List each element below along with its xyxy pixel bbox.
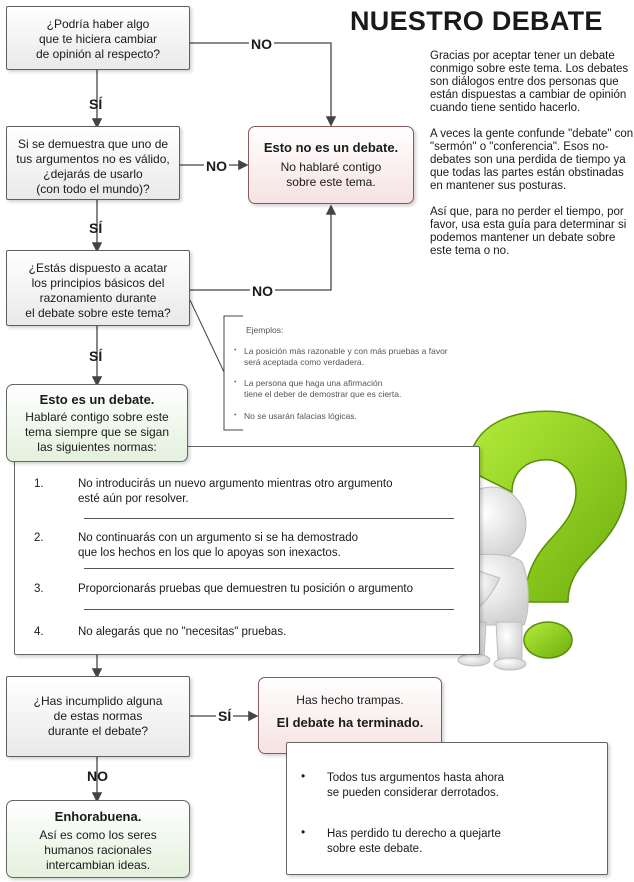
divider <box>84 518 454 519</box>
example-line: tiene el deber de demostrar que es cierta. <box>244 389 402 399</box>
question-1-line: que te hiciera cambiar <box>38 32 158 46</box>
is-debate-text: las siguientes normas: <box>37 440 157 454</box>
no-label-2: NO <box>206 158 227 174</box>
example-line: No se usarán falacias lógicas. <box>244 411 357 421</box>
congrats-text: humanos racionales <box>44 843 152 857</box>
question-3-line: razonamiento durante <box>39 291 157 305</box>
congrats-text: intercambian ideas. <box>45 858 151 872</box>
question-1-box <box>6 6 190 70</box>
bullet-icon: • <box>301 769 306 783</box>
example-item-1 <box>244 346 448 368</box>
rule-text <box>78 625 286 640</box>
congrats-title: Enhorabuena. <box>54 809 142 824</box>
yes-label-3: SÍ <box>89 348 103 364</box>
example-line: La persona que haga una afirmación <box>244 378 383 388</box>
not-debate-box <box>248 126 414 204</box>
consequence-item-1 <box>327 771 504 801</box>
rule-number: 3. <box>34 583 44 595</box>
bullet-icon: • <box>234 347 237 354</box>
question-4-line: durante el debate? <box>47 724 149 738</box>
page-title: NUESTRO DEBATE <box>350 6 603 36</box>
example-line: será aceptada como verdadera. <box>244 357 365 367</box>
question-2-box <box>6 126 180 200</box>
rule-text <box>78 582 413 597</box>
question-1-line: de opinión al respecto? <box>35 47 161 61</box>
not-debate-title: Esto no es un debate. <box>263 140 399 155</box>
example-item-3 <box>244 411 357 422</box>
is-debate-text: tema siempre que se sigan <box>24 425 170 439</box>
question-2-line: tus argumentos no es válido, <box>16 152 170 166</box>
cheated-line-2: El debate ha terminado. <box>276 715 424 730</box>
bullet-icon: • <box>301 825 306 839</box>
question-3-line: los principios básicos del <box>31 276 165 290</box>
bullet-icon: • <box>234 379 237 386</box>
rule-line: Proporcionarás pruebas que demuestren tu posición o argumento <box>78 583 413 595</box>
is-debate-title: Esto es un debate. <box>39 392 155 407</box>
divider <box>84 609 454 610</box>
question-2-line: ¿dejarás de usarlo <box>43 167 143 181</box>
rule-line: esté aún por resolver. <box>78 493 189 505</box>
consequence-line: Has perdido tu derecho a quejarte <box>327 828 501 840</box>
is-debate-text: Hablaré contigo sobre este <box>25 410 169 424</box>
no-label-4: NO <box>87 768 108 784</box>
rule-number: 1. <box>34 478 44 490</box>
rule-line: que los hechos en los que lo apoyas son inexactos. <box>78 547 341 559</box>
rule-number: 2. <box>34 532 44 544</box>
divider <box>84 568 454 569</box>
congrats-box <box>6 800 190 878</box>
example-item-2 <box>244 378 401 400</box>
congrats-text: Así es como los seres <box>39 828 157 842</box>
rule-text <box>78 477 393 507</box>
question-4-line: ¿Has incumplido alguna <box>33 694 163 708</box>
question-2-line: Si se demuestra que uno de <box>17 137 169 151</box>
rule-number: 4. <box>34 626 44 638</box>
bullet-icon: • <box>234 412 237 419</box>
consequence-line: se pueden considerar derrotados. <box>327 787 499 799</box>
consequence-item-2 <box>327 827 501 857</box>
no-label-3: NO <box>252 283 273 299</box>
yes-label-2: SÍ <box>89 220 103 236</box>
question-4-line: de estas normas <box>53 709 143 723</box>
question-3-line: ¿Estás dispuesto a acatar <box>28 261 168 275</box>
intro-paragraph-2: A veces la gente confunde "debate" con "sermón" o "conferencia". Esos no-debates son una perdida de tiempo ya que todas las partes están obstinadas en mantener sus posturas. <box>430 128 634 192</box>
examples-heading: Ejemplos: <box>246 325 284 335</box>
rule-text <box>78 531 358 561</box>
not-debate-text: No hablaré contigo <box>280 160 382 174</box>
yes-label-1: SÍ <box>89 96 103 112</box>
not-debate-text: sobre este tema. <box>286 175 376 189</box>
question-2-line: (con todo el mundo)? <box>36 182 150 196</box>
rule-line: No introducirás un nuevo argumento mientras otro argumento <box>78 478 393 490</box>
question-3-line: el debate sobre este tema? <box>25 306 171 320</box>
no-label-1: NO <box>251 36 272 52</box>
example-line: La posición más razonable y con más pruebas a favor <box>244 346 448 356</box>
question-1-line: ¿Podría haber algo <box>46 17 150 31</box>
cheated-line-1: Has hecho trampas. <box>296 693 404 707</box>
is-debate-box <box>6 384 188 462</box>
intro-text <box>430 50 634 271</box>
consequence-line: sobre este debate. <box>327 843 423 855</box>
consequence-line: Todos tus argumentos hasta ahora <box>327 772 505 784</box>
intro-paragraph-1: Gracias por aceptar tener un debate conmigo sobre este tema. Los debates son diálogos entre dos personas que están dispuestas a cambiar de opinión cuando tiene sentido hacerlo. <box>430 50 629 114</box>
question-4-box <box>6 676 190 757</box>
intro-paragraph-3: Así que, para no perder el tiempo, por favor, usa esta guía para determinar si podemos mantener un debate sobre este tema o no. <box>430 206 627 257</box>
yes-label-4: SÍ <box>218 708 232 724</box>
question-3-box <box>6 250 190 326</box>
rule-line: No alegarás que no "necesitas" pruebas. <box>78 626 287 638</box>
rule-line: No continuarás con un argumento si se ha demostrado <box>78 532 358 544</box>
